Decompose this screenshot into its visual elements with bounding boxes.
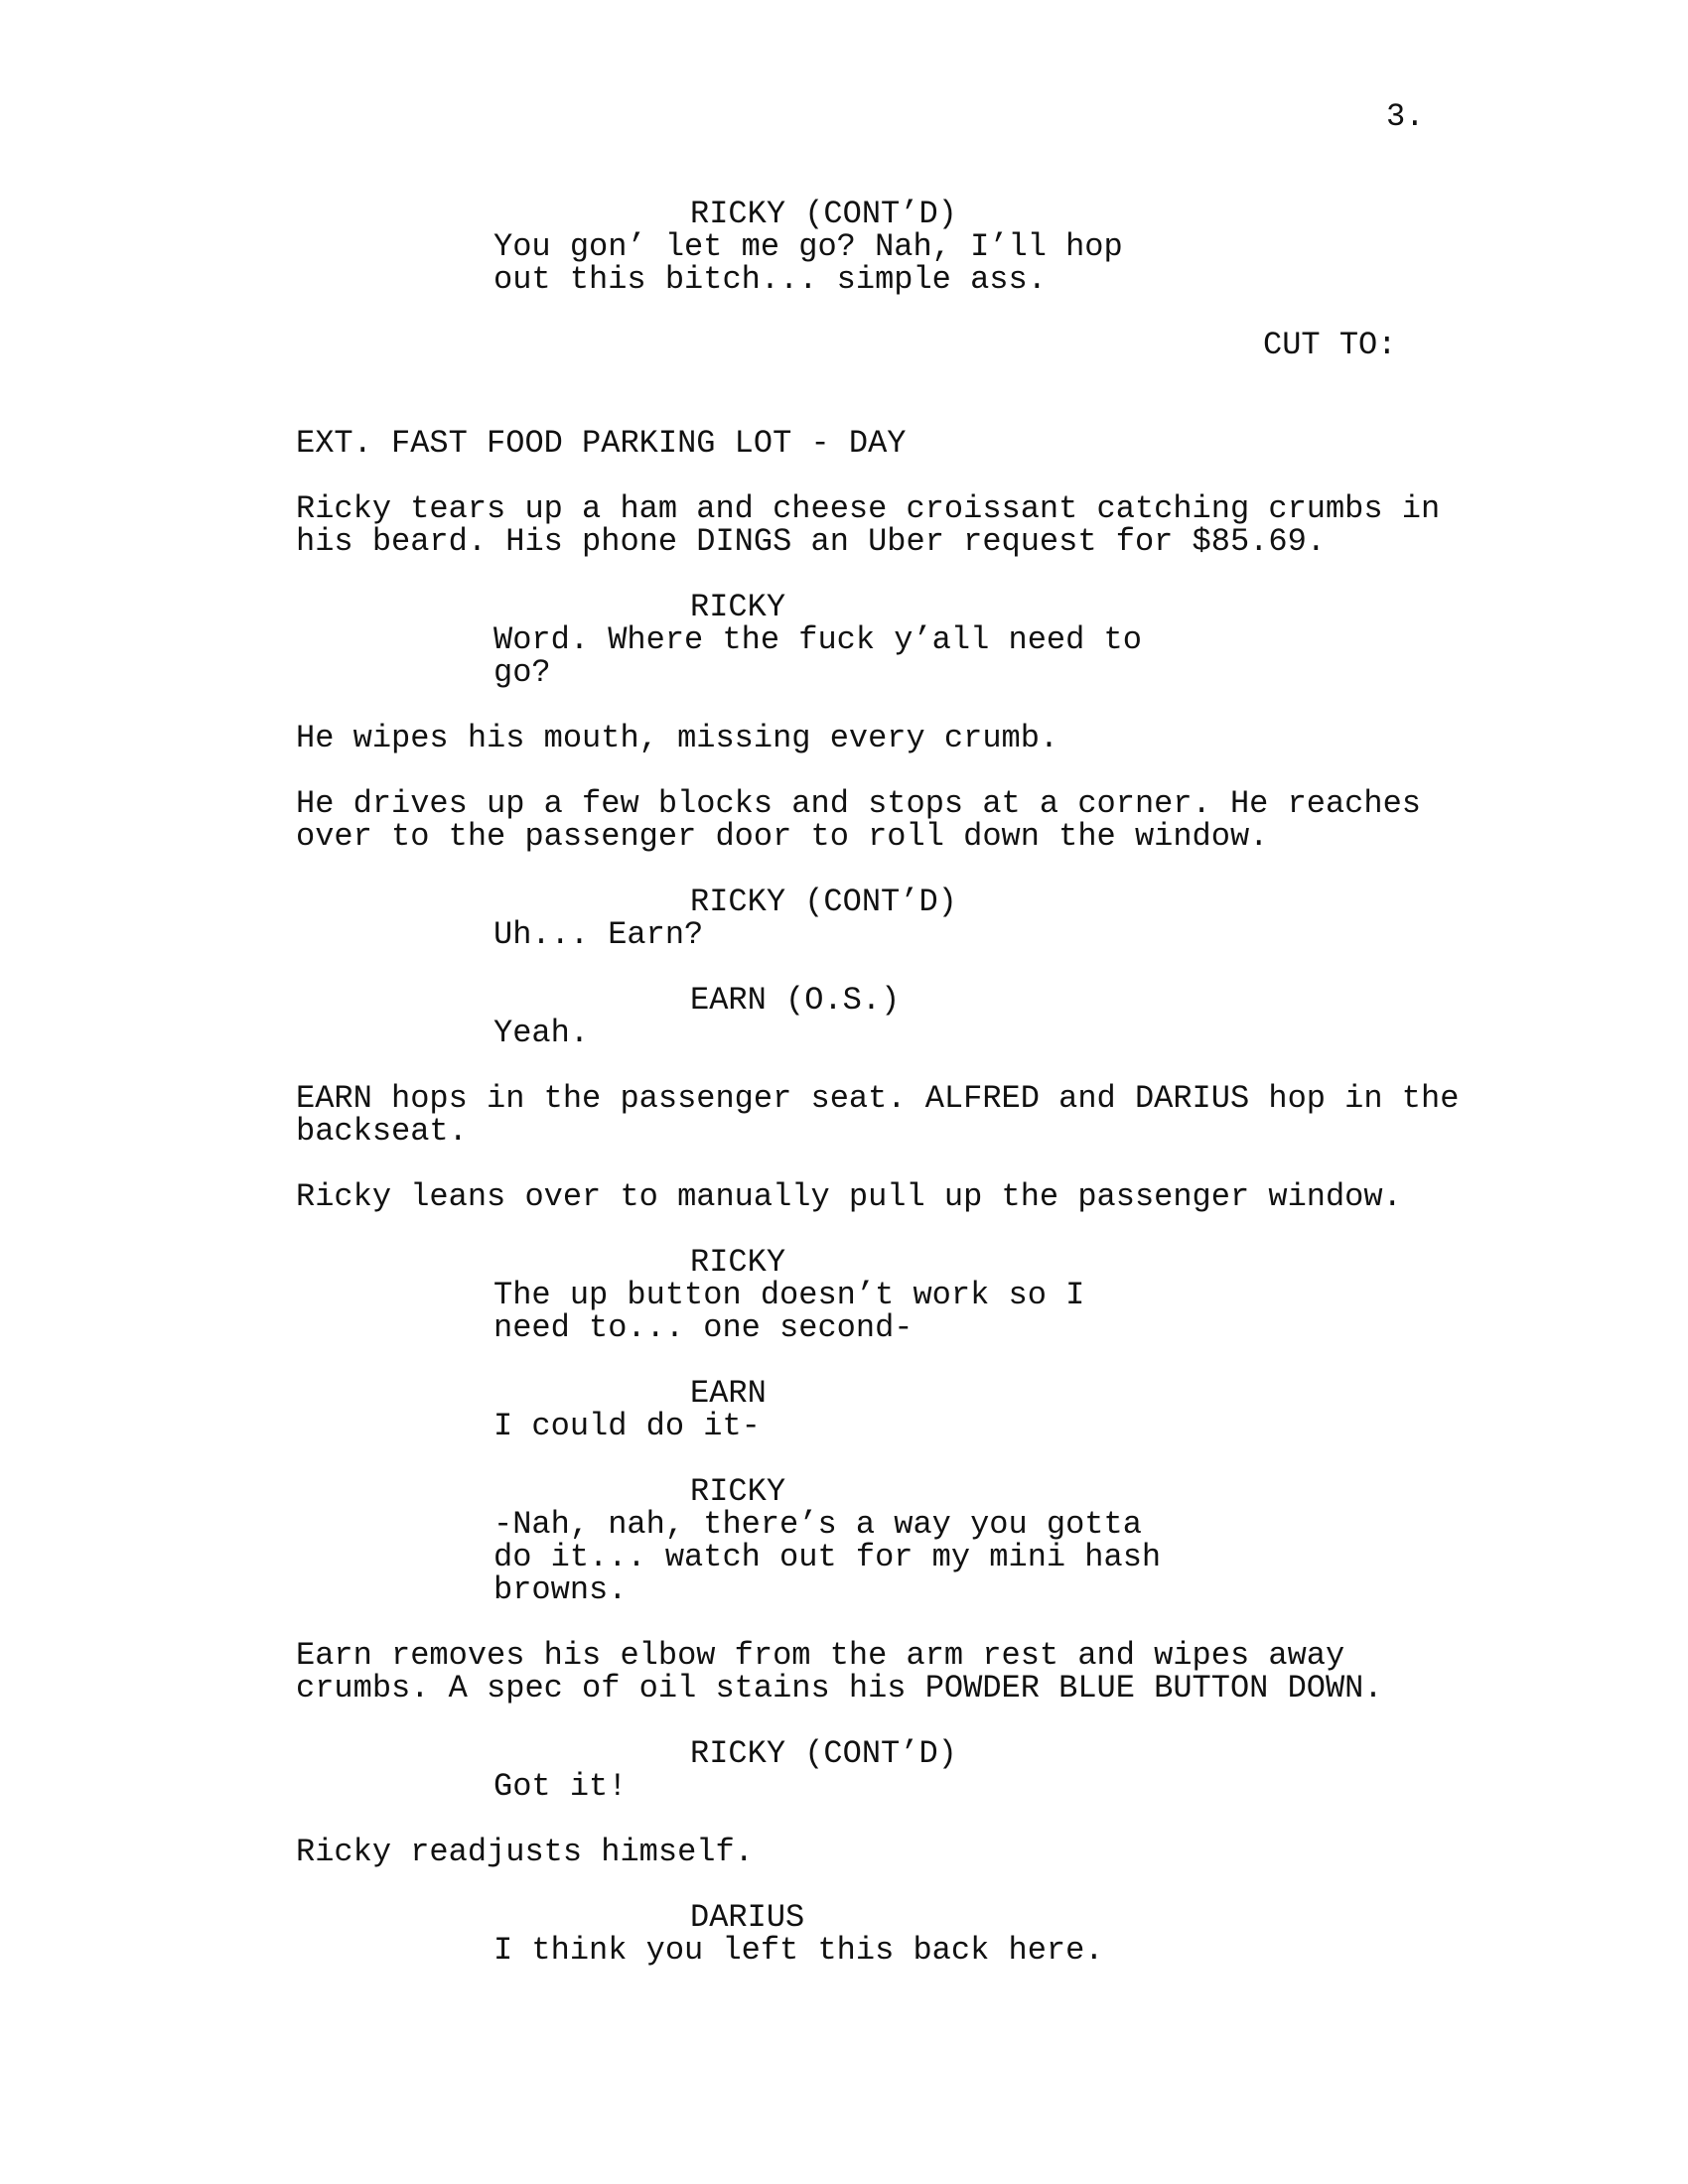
dialogue-line: Got it! — [493, 1768, 628, 1805]
dialogue-line: I could do it- — [493, 1408, 761, 1444]
dialogue-line: browns. — [493, 1571, 628, 1608]
character-cue: EARN — [690, 1375, 767, 1412]
dialogue-line: Word. Where the fuck y’all need to — [493, 621, 1142, 658]
scene-heading: EXT. FAST FOOD PARKING LOT - DAY — [296, 425, 907, 462]
action-line: over to the passenger door to roll down the window. — [296, 818, 1269, 855]
transition: CUT TO: — [1263, 327, 1397, 363]
character-cue: EARN (O.S.) — [690, 982, 901, 1019]
character-cue: RICKY — [690, 1473, 786, 1510]
dialogue-line: Yeah. — [493, 1015, 590, 1051]
page-number: 3. — [1386, 98, 1425, 135]
dialogue-line: out this bitch... simple ass. — [493, 261, 1047, 298]
character-cue: RICKY (CONT’D) — [690, 884, 957, 920]
action-line: He wipes his mouth, missing every crumb. — [296, 720, 1059, 756]
dialogue-line: need to... one second- — [493, 1309, 914, 1346]
character-cue: RICKY (CONT’D) — [690, 196, 957, 232]
character-cue: RICKY — [690, 589, 786, 625]
action-line: his beard. His phone DINGS an Uber request for $85.69. — [296, 523, 1326, 560]
character-cue: RICKY — [690, 1244, 786, 1281]
dialogue-line: You gon’ let me go? Nah, I’ll hop — [493, 228, 1123, 265]
action-line: He drives up a few blocks and stops at a corner. He reaches — [296, 785, 1421, 822]
dialogue-line: Uh... Earn? — [493, 916, 704, 953]
action-line: Ricky readjusts himself. — [296, 1834, 754, 1870]
action-line: EARN hops in the passenger seat. ALFRED and DARIUS hop in the — [296, 1080, 1460, 1117]
dialogue-line: go? — [493, 654, 551, 691]
action-line: backseat. — [296, 1113, 468, 1150]
dialogue-line: I think you left this back here. — [493, 1932, 1104, 1969]
action-line: crumbs. A spec of oil stains his POWDER BLUE BUTTON DOWN. — [296, 1670, 1383, 1706]
action-line: Ricky leans over to manually pull up the passenger window. — [296, 1178, 1402, 1215]
dialogue-line: The up button doesn’t work so I — [493, 1277, 1085, 1313]
dialogue-line: do it... watch out for my mini hash — [493, 1539, 1162, 1575]
dialogue-line: -Nah, nah, there’s a way you gotta — [493, 1506, 1142, 1543]
action-line: Earn removes his elbow from the arm rest and wipes away — [296, 1637, 1345, 1674]
action-line: Ricky tears up a ham and cheese croissant catching crumbs in — [296, 490, 1441, 527]
character-cue: RICKY (CONT’D) — [690, 1735, 957, 1772]
character-cue: DARIUS — [690, 1899, 805, 1936]
